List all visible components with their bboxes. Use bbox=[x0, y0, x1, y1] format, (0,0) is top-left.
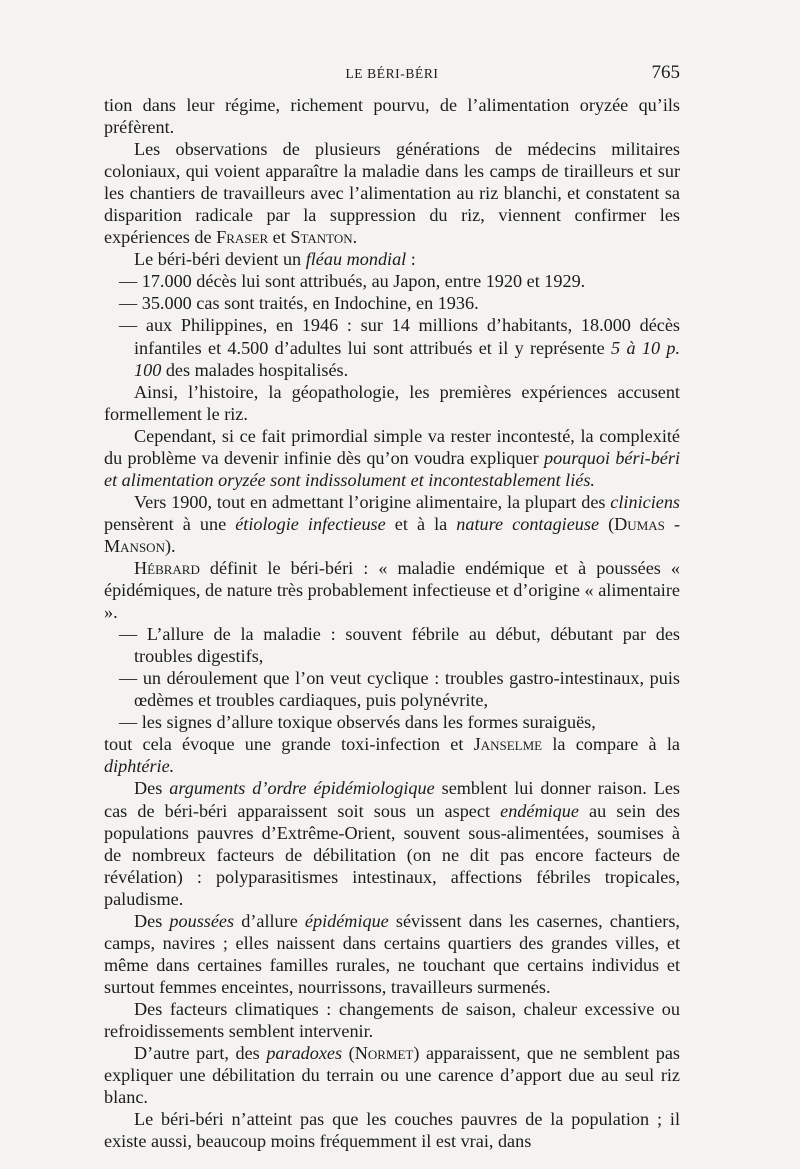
paragraph bbox=[104, 557, 680, 623]
paragraph bbox=[104, 1042, 680, 1108]
text-run: — aux Philippines, en 1946 : sur 14 millions d’habitants, 18.000 décès infantiles et 4.500 d’adultes lui sont attribués et il y représente bbox=[119, 315, 680, 358]
author-name: Fraser bbox=[216, 227, 269, 248]
list-item bbox=[104, 711, 680, 733]
text-run: Des facteurs climatiques : changements de saison, chaleur excessive ou refroidissements semblent intervenir. bbox=[104, 998, 680, 1041]
author-name: Janselme bbox=[473, 734, 543, 755]
text-run: et à la bbox=[385, 513, 457, 534]
author-name: Normet bbox=[354, 1043, 414, 1064]
text-run: pensèrent à une bbox=[104, 513, 236, 534]
author-name: Hébrard bbox=[134, 557, 200, 578]
italic-run: cliniciens bbox=[610, 491, 680, 512]
text-run: Des bbox=[134, 910, 170, 931]
text-run: Les observations de plusieurs générations de médecins militaires coloniaux, qui voient apparaître la maladie dans les camps de tirailleurs et sur les chantiers de travailleurs avec l’alimentation au riz blanchi, et constatent sa disparition radicale par la suppression du riz, viennent confirmer les expériences de bbox=[104, 139, 680, 248]
text-run: semblent lui donner raison. Les cas de béri-béri apparaissent soit sous un aspect bbox=[104, 778, 680, 821]
text-run: . bbox=[352, 227, 358, 248]
text-run: Le béri-béri devient un bbox=[134, 249, 306, 270]
paragraph bbox=[104, 910, 680, 998]
list-item bbox=[104, 314, 680, 380]
running-header bbox=[104, 62, 680, 86]
italic-run: arguments d’ordre épidémiologique bbox=[169, 778, 435, 799]
text-run: ( bbox=[599, 513, 615, 534]
text-run: - bbox=[664, 513, 680, 534]
text-run: la compare à la bbox=[542, 734, 680, 755]
paragraph bbox=[104, 998, 680, 1042]
italic-run: fléau mondial bbox=[305, 249, 407, 270]
paragraph bbox=[104, 94, 680, 138]
paragraph bbox=[104, 381, 680, 425]
italic-run: nature contagieuse bbox=[456, 513, 600, 534]
text-run: D’autre part, des bbox=[134, 1043, 267, 1064]
text-run: — 17.000 décès lui sont attribués, au Japon, entre 1920 et 1929. bbox=[119, 271, 586, 292]
list-item bbox=[104, 270, 680, 292]
text-run: des malades hospitalisés. bbox=[161, 359, 349, 380]
text-run: et bbox=[268, 227, 291, 248]
text-run: Des bbox=[134, 778, 170, 799]
text-run: ) apparaissent, que ne semblent pas expliquer une débilitation du terrain ou une carence d’apport due au seul riz blanc. bbox=[104, 1043, 681, 1108]
italic-run: endémique bbox=[500, 800, 579, 821]
paragraph bbox=[104, 138, 680, 248]
paragraph bbox=[104, 425, 680, 491]
text-run: tion dans leur régime, richement pourvu, de l’alimentation oryzée qu’ils préfèrent. bbox=[104, 95, 680, 138]
italic-run: pourquoi béri-béri et alimentation oryzée sont indissolument et incontestablement liés. bbox=[104, 447, 680, 490]
text-run: au sein des populations pauvres d’Extrême-Orient, souvent sous-alimentées, soumises à de nombreux facteurs de débilitation (on ne dit pas encore facteurs de révélation) : polyparasitismes intestinaux, affections fébriles tropicales, paludisme. bbox=[104, 800, 681, 909]
author-name: Stanton bbox=[290, 227, 353, 248]
author-name: Dumas bbox=[614, 513, 665, 534]
paragraph bbox=[104, 248, 680, 270]
text-run: — les signes d’allure toxique observés dans les formes suraiguës, bbox=[119, 712, 596, 733]
text-run: — un déroulement que l’on veut cyclique : troubles gastro-intestinaux, puis œdèmes et troubles cardiaques, puis polynévrite, bbox=[119, 668, 680, 711]
text-run: — 35.000 cas sont traités, en Indochine, en 1936. bbox=[119, 293, 479, 314]
list-item bbox=[104, 623, 680, 667]
text-run: : bbox=[406, 249, 416, 270]
text-run: Ainsi, l’histoire, la géopathologie, les premières expériences accusent formellement le riz. bbox=[104, 381, 680, 424]
paragraph bbox=[104, 1108, 680, 1152]
list-item bbox=[104, 667, 680, 711]
text-run: définit le béri-béri : « maladie endémique et à poussées « épidémiques, de nature très probablement infectieuse et d’origine « alimentaire ». bbox=[104, 557, 680, 623]
italic-run: étiologie infectieuse bbox=[235, 513, 386, 534]
text-run: Le béri-béri n’atteint pas que les couches pauvres de la population ; il existe aussi, beaucoup moins fréquemment il est vrai, dans bbox=[104, 1109, 680, 1152]
list-item bbox=[104, 292, 680, 314]
text-run: sévissent dans les casernes, chantiers, camps, navires ; elles naissent dans certains quartiers des grandes villes, et même dans certaines familles rurales, ne touchant que certains individus et surtout femmes enceintes, nourrissons, travailleurs surmenés. bbox=[104, 910, 680, 997]
text-run: ( bbox=[342, 1043, 355, 1064]
paragraph bbox=[104, 777, 680, 909]
italic-run: épidémique bbox=[304, 910, 389, 931]
text-run: ). bbox=[164, 535, 176, 556]
italic-run: diphtérie. bbox=[104, 756, 175, 777]
text-run: Cependant, si ce fait primordial simple va rester incontesté, la complexité du problème va devenir infinie dès qu’on voudra expliquer bbox=[104, 425, 680, 468]
text-run: — L’allure de la maladie : souvent fébrile au début, débutant par des troubles digestifs, bbox=[119, 624, 680, 667]
body-text bbox=[104, 94, 680, 1152]
author-name: Manson bbox=[104, 535, 165, 556]
page-number: 765 bbox=[651, 62, 680, 83]
paragraph bbox=[104, 491, 680, 557]
italic-run: paradoxes bbox=[266, 1043, 343, 1064]
italic-run: 5 à 10 p. 100 bbox=[134, 337, 681, 380]
text-run: Vers 1900, tout en admettant l’origine alimentaire, la plupart des bbox=[134, 491, 611, 512]
paragraph bbox=[104, 733, 680, 777]
text-run: d’allure bbox=[234, 910, 305, 931]
running-title: LE BÉRI-BÉRI bbox=[345, 66, 439, 81]
italic-run: poussées bbox=[169, 910, 235, 931]
text-run: tout cela évoque une grande toxi-infection et bbox=[104, 734, 474, 755]
